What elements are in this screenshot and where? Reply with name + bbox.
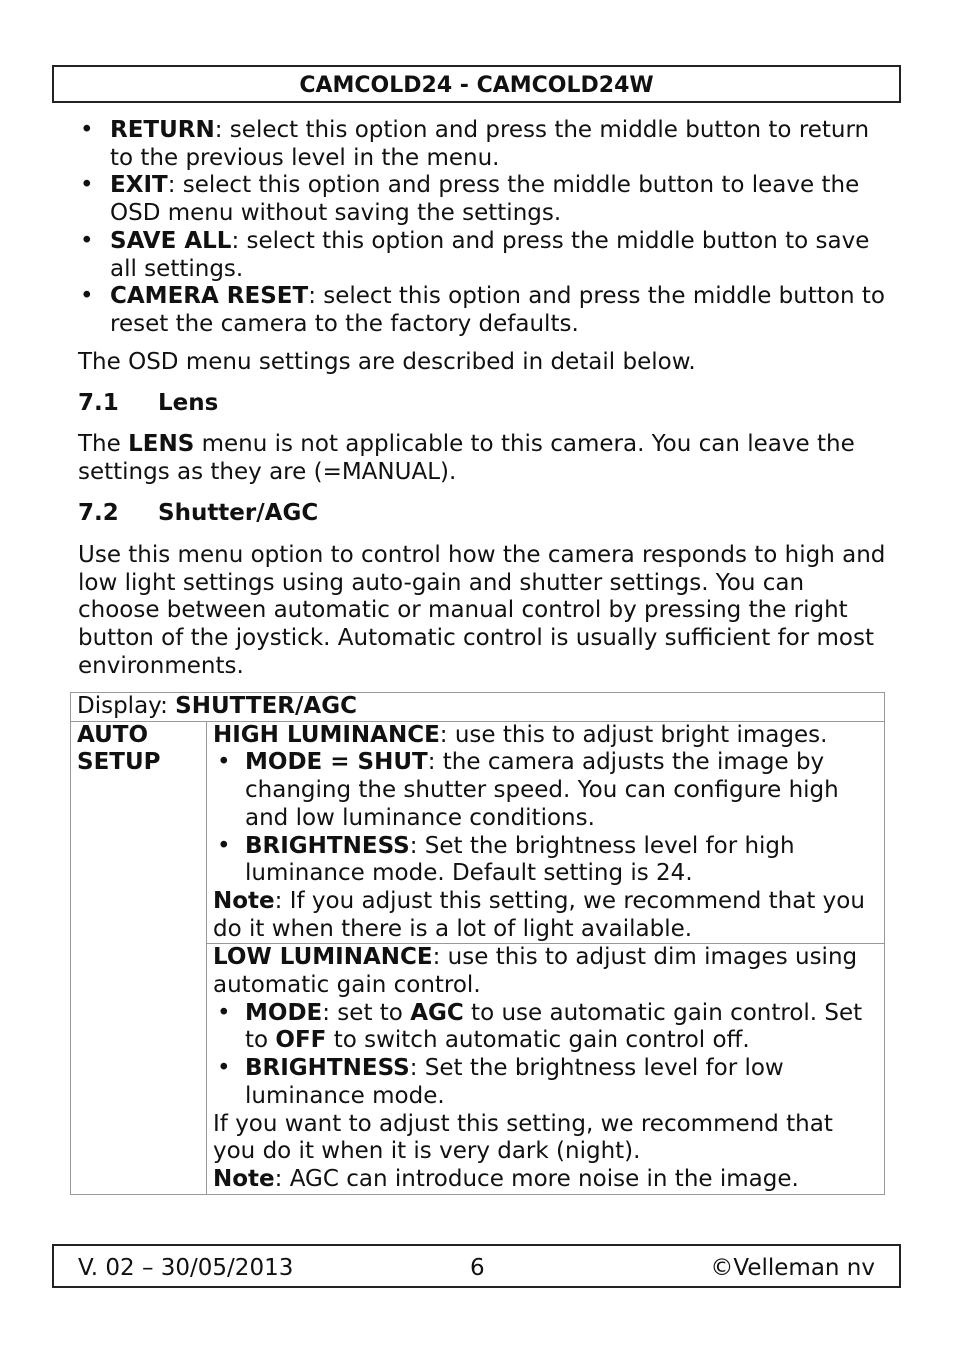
menu-options-list — [78, 117, 888, 339]
agc-term: AGC — [410, 999, 464, 1026]
option-term: SAVE ALL — [110, 227, 232, 254]
note-text: : If you adjust this setting, we recommend that you do it when there is a lot of light available. — [213, 887, 865, 942]
section-title: Shutter/AGC — [158, 500, 319, 526]
high-luminance-note — [213, 888, 876, 943]
item-text: : Set the brightness level for low luminance mode. — [245, 1055, 784, 1109]
note-label: Note — [213, 1165, 275, 1192]
display-cell — [71, 693, 885, 722]
section-title: Lens — [158, 390, 219, 416]
note-text: : AGC can introduce more noise in the image. — [274, 1165, 799, 1192]
high-luminance-text: : use this to adjust bright images. — [439, 721, 828, 748]
display-value: SHUTTER/AGC — [175, 693, 357, 719]
lens-term: LENS — [128, 431, 195, 457]
item-text: to switch automatic gain control off. — [326, 1027, 750, 1054]
lens-text-post: menu is not applicable to this camera. You can leave the settings as they are (=MANUAL). — [78, 431, 855, 485]
row-label-line1: AUTO — [77, 721, 149, 748]
page-footer — [52, 1244, 901, 1288]
footer-version: V. 02 – 30/05/2013 — [78, 1255, 294, 1281]
item-term: BRIGHTNESS — [245, 1055, 410, 1082]
item-term: MODE = SHUT — [245, 749, 428, 776]
footer-page-number: 6 — [470, 1255, 485, 1281]
list-item — [78, 283, 888, 338]
item-term: BRIGHTNESS — [245, 832, 410, 859]
high-luminance-title: HIGH LUMINANCE — [213, 721, 440, 748]
document-title: CAMCOLD24 - CAMCOLD24W — [299, 73, 654, 98]
item-text: : Set the brightness level for high luminance mode. Default setting is 24. — [245, 832, 795, 887]
option-description: : select this option and press the middle button to return to the previous level in the menu. — [110, 117, 870, 171]
low-luminance-title: LOW LUMINANCE — [213, 944, 433, 971]
item-term: MODE — [245, 999, 323, 1026]
option-term: RETURN — [110, 117, 215, 143]
shutter-agc-paragraph: Use this menu option to control how the camera responds to high and low light settings using auto-gain and shutter settings. You can choose between automatic or manual control by pressing the right button of the joystick. Automatic control is usually sufficient for most environments. — [78, 542, 886, 679]
option-term: EXIT — [110, 172, 168, 199]
item-text: : set to — [322, 999, 411, 1026]
shutter-agc-table — [70, 692, 885, 1195]
high-luminance-list — [213, 749, 876, 888]
section-number: 7.1 — [78, 390, 119, 416]
section-heading-lens — [78, 390, 218, 418]
display-label: Display: — [77, 693, 176, 719]
option-description: : select this option and press the middle button to save all settings. — [110, 227, 870, 282]
high-luminance-cell — [207, 721, 885, 944]
lens-text-pre: The — [78, 431, 129, 457]
section-number: 7.2 — [78, 500, 119, 526]
item-text: to use automatic gain control. Set to — [245, 999, 863, 1054]
low-luminance-list — [213, 1000, 876, 1111]
footer-copyright: ©Velleman nv — [710, 1255, 875, 1281]
list-item — [213, 1055, 876, 1110]
low-luminance-note — [213, 1166, 876, 1194]
intro-paragraph: The OSD menu settings are described in detail below. — [78, 349, 696, 375]
low-luminance-text: : use this to adjust dim images using automatic gain control. — [213, 944, 858, 999]
list-item — [213, 749, 876, 832]
table-row — [71, 693, 885, 722]
note-label: Note — [213, 887, 275, 914]
section-heading-shutter-agc — [78, 500, 318, 528]
list-item — [78, 117, 888, 172]
list-item — [78, 228, 888, 283]
row-label-line2: SETUP — [77, 749, 161, 776]
list-item — [213, 833, 876, 888]
page-header — [52, 65, 901, 103]
item-text: : the camera adjusts the image by changing the shutter speed. You can configure high and low luminance conditions. — [245, 749, 839, 831]
off-term: OFF — [275, 1027, 327, 1054]
lens-paragraph — [78, 431, 878, 486]
option-description: : select this option and press the middle button to reset the camera to the factory defaults. — [110, 283, 885, 337]
low-luminance-cell — [207, 944, 885, 1194]
option-description: : select this option and press the middle button to leave the OSD menu without saving the settings. — [110, 172, 860, 227]
table-row — [71, 721, 885, 944]
row-label-cell — [71, 721, 207, 1194]
option-term: CAMERA RESET — [110, 283, 309, 310]
low-luminance-advice: If you want to adjust this setting, we recommend that you do it when it is very dark (night). — [213, 1110, 833, 1165]
list-item — [213, 1000, 876, 1055]
list-item — [78, 172, 888, 227]
